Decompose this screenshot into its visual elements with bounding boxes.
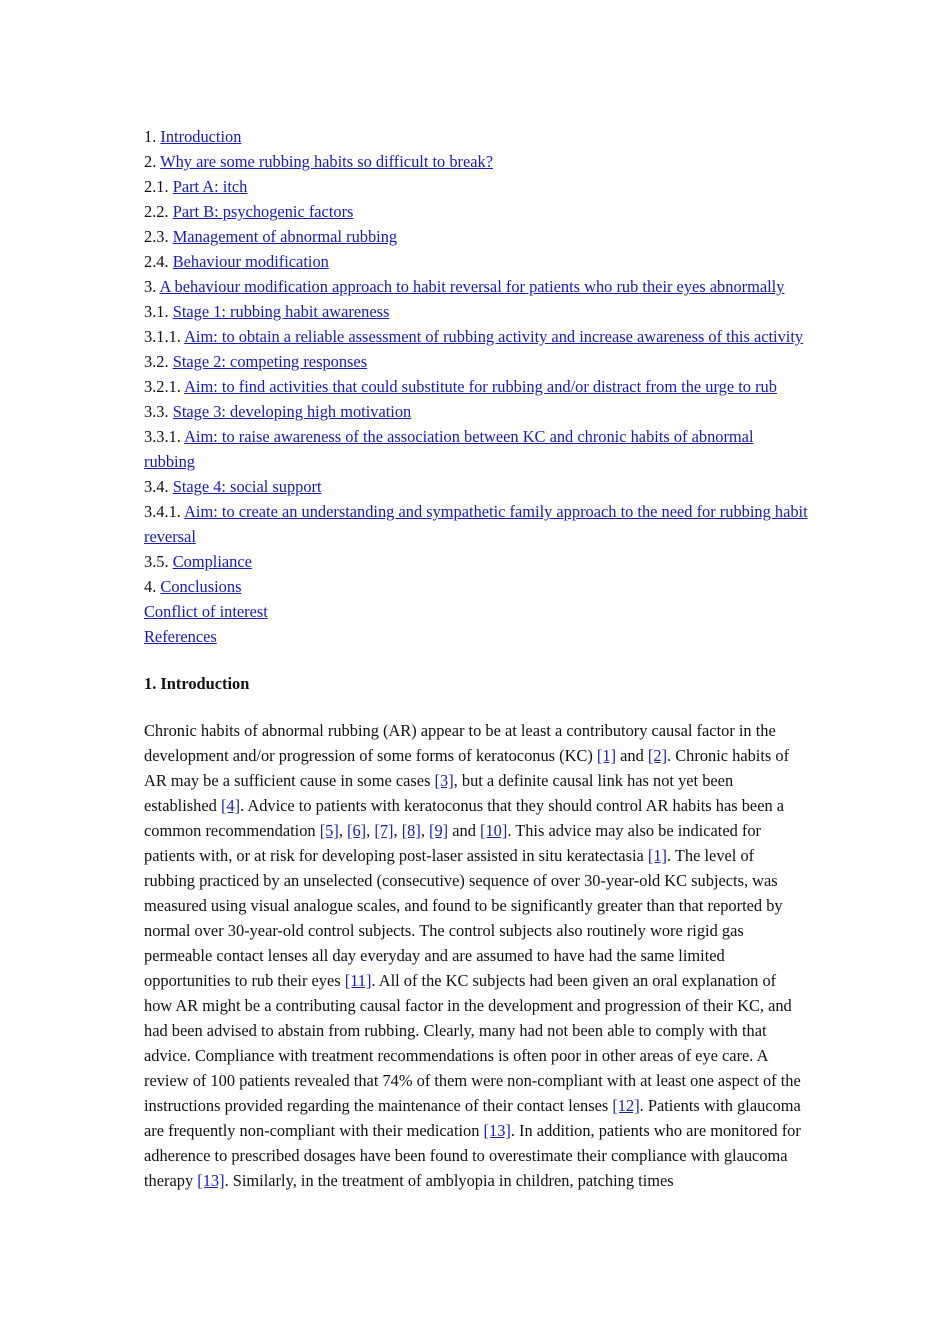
toc-number: 3.	[144, 277, 157, 296]
citation-link[interactable]: [6]	[347, 821, 367, 840]
citation-link[interactable]: [2]	[647, 746, 668, 765]
toc-item	[144, 299, 808, 324]
toc-item	[144, 399, 808, 424]
toc-number: 3.4.	[144, 477, 169, 496]
toc-link-part-b[interactable]: Part B: psychogenic factors	[172, 202, 354, 221]
toc-link-aim-4[interactable]: Aim: to create an understanding and sympathetic family approach to the need for rubbing habit reversal	[144, 502, 808, 546]
toc-item	[144, 499, 808, 549]
toc-number: 3.1.1.	[144, 327, 181, 346]
citation-link[interactable]: [13]	[197, 1171, 225, 1190]
paragraph-text: . This advice may also be indicated for patients with, or at risk for developing post-laser assisted in situ keratectasia	[144, 821, 761, 865]
toc-link-behaviour-modification[interactable]: Behaviour modification	[172, 252, 329, 271]
citation-link[interactable]: [9]	[429, 821, 449, 840]
toc-link-approach[interactable]: A behaviour modification approach to habit reversal for patients who rub their eyes abnormally	[159, 277, 785, 296]
toc-number: 3.2.	[144, 352, 169, 371]
toc-link-references[interactable]: References	[144, 627, 217, 646]
table-of-contents	[144, 124, 808, 649]
paragraph-text: ,	[393, 821, 402, 840]
toc-link-aim-1[interactable]: Aim: to obtain a reliable assessment of rubbing activity and increase awareness of this activity	[184, 327, 804, 346]
toc-item	[144, 249, 808, 274]
paragraph-text: ,	[420, 821, 430, 840]
paragraph-text: . Advice to patients with keratoconus that they should control AR habits has been a common recommendation	[144, 796, 785, 840]
toc-number: 3.1.	[144, 302, 169, 321]
toc-item	[144, 124, 808, 149]
toc-item	[144, 149, 808, 174]
toc-item	[144, 199, 808, 224]
paragraph-text: . Chronic habits of AR may be a sufficient cause in some cases	[144, 746, 790, 790]
body-paragraph	[144, 718, 808, 1193]
citation-link[interactable]: [12]	[612, 1096, 640, 1115]
paragraph-text: . The level of rubbing practiced by an unselected (consecutive) sequence of over 30-year-old KC subjects, was measured using visual analogue scales, and found to be significantly greater than that reported by normal over 30-year-old control subjects. The control subjects also routinely wore rigid gas permeable contact lenses all day everyday and are assumed to have had the same limited opportunities to rub their eyes	[144, 846, 783, 990]
citation-link[interactable]: [11]	[344, 971, 372, 990]
toc-number: 2.4.	[144, 252, 169, 271]
toc-link-management[interactable]: Management of abnormal rubbing	[172, 227, 398, 246]
toc-number: 2.3.	[144, 227, 169, 246]
citation-link[interactable]: [4]	[220, 796, 241, 815]
toc-link-aim-2[interactable]: Aim: to find activities that could substitute for rubbing and/or distract from the urge to rub	[184, 377, 777, 396]
toc-link-aim-3[interactable]: Aim: to raise awareness of the association between KC and chronic habits of abnormal rubbing	[144, 427, 754, 471]
toc-link-introduction[interactable]: Introduction	[160, 127, 242, 146]
citation-link[interactable]: [10]	[480, 821, 508, 840]
toc-item	[144, 474, 808, 499]
paragraph-text: ,	[366, 821, 375, 840]
paragraph-text: . In addition, patients who are monitored for adherence to prescribed dosages have been found to overestimate their compliance with glaucoma therapy	[144, 1121, 801, 1190]
paragraph-text: . Similarly, in the treatment of amblyopia in children, patching times	[224, 1171, 674, 1190]
toc-number: 2.1.	[144, 177, 169, 196]
paragraph-text: Chronic habits of abnormal rubbing (AR) appear to be at least a contributory causal factor in the development and/or progression of some forms of keratoconus (KC)	[144, 721, 776, 765]
citation-link[interactable]: [7]	[374, 821, 394, 840]
toc-item	[144, 624, 808, 649]
toc-item	[144, 224, 808, 249]
citation-link[interactable]: [5]	[319, 821, 339, 840]
toc-number: 2.2.	[144, 202, 169, 221]
toc-number: 3.2.1.	[144, 377, 181, 396]
toc-link-conflict-of-interest[interactable]: Conflict of interest	[144, 602, 268, 621]
toc-link-stage-2[interactable]: Stage 2: competing responses	[172, 352, 368, 371]
toc-item	[144, 324, 808, 349]
toc-link-stage-1[interactable]: Stage 1: rubbing habit awareness	[172, 302, 390, 321]
toc-item	[144, 549, 808, 574]
toc-number: 1.	[144, 127, 157, 146]
toc-number: 2.	[144, 152, 157, 171]
citation-link[interactable]: [8]	[401, 821, 421, 840]
toc-item	[144, 349, 808, 374]
citation-link[interactable]: [13]	[483, 1121, 511, 1140]
toc-item	[144, 599, 808, 624]
paragraph-text: and	[616, 746, 648, 765]
toc-link-stage-4[interactable]: Stage 4: social support	[172, 477, 322, 496]
toc-item	[144, 574, 808, 599]
toc-number: 3.3.1.	[144, 427, 181, 446]
toc-item	[144, 274, 808, 299]
toc-number: 3.3.	[144, 402, 169, 421]
toc-number: 4.	[144, 577, 157, 596]
paragraph-text: and	[448, 821, 481, 840]
citation-link[interactable]: [1]	[596, 746, 617, 765]
citation-link[interactable]: [3]	[434, 771, 454, 790]
citation-link[interactable]: [1]	[647, 846, 668, 865]
toc-link-part-a[interactable]: Part A: itch	[172, 177, 248, 196]
article-page	[144, 124, 808, 1193]
toc-item	[144, 424, 808, 474]
toc-item	[144, 374, 808, 399]
toc-link-why-difficult[interactable]: Why are some rubbing habits so difficult to break?	[160, 152, 493, 171]
paragraph-text: . Patients with glaucoma are frequently non-compliant with their medication	[144, 1096, 801, 1140]
toc-link-conclusions[interactable]: Conclusions	[160, 577, 242, 596]
toc-link-compliance[interactable]: Compliance	[172, 552, 252, 571]
section-heading: 1. Introduction	[144, 674, 250, 693]
paragraph-text: ,	[338, 821, 348, 840]
toc-number: 3.4.1.	[144, 502, 181, 521]
paragraph-text: . All of the KC subjects had been given an oral explanation of how AR might be a contributing causal factor in the development and progression of their KC, and had been advised to abstain from rubbing. Clearly, many had not been able to comply with that advice. Compliance with treatment recommendations is often poor in other areas of eye care. A review of 100 patients revealed that 74% of them were non-compliant with at least one aspect of the instructions provided regarding the maintenance of their contact lenses	[144, 971, 801, 1115]
toc-link-stage-3[interactable]: Stage 3: developing high motivation	[172, 402, 412, 421]
paragraph-text: , but a definite causal link has not yet been established	[144, 771, 734, 815]
toc-number: 3.5.	[144, 552, 169, 571]
toc-item	[144, 174, 808, 199]
